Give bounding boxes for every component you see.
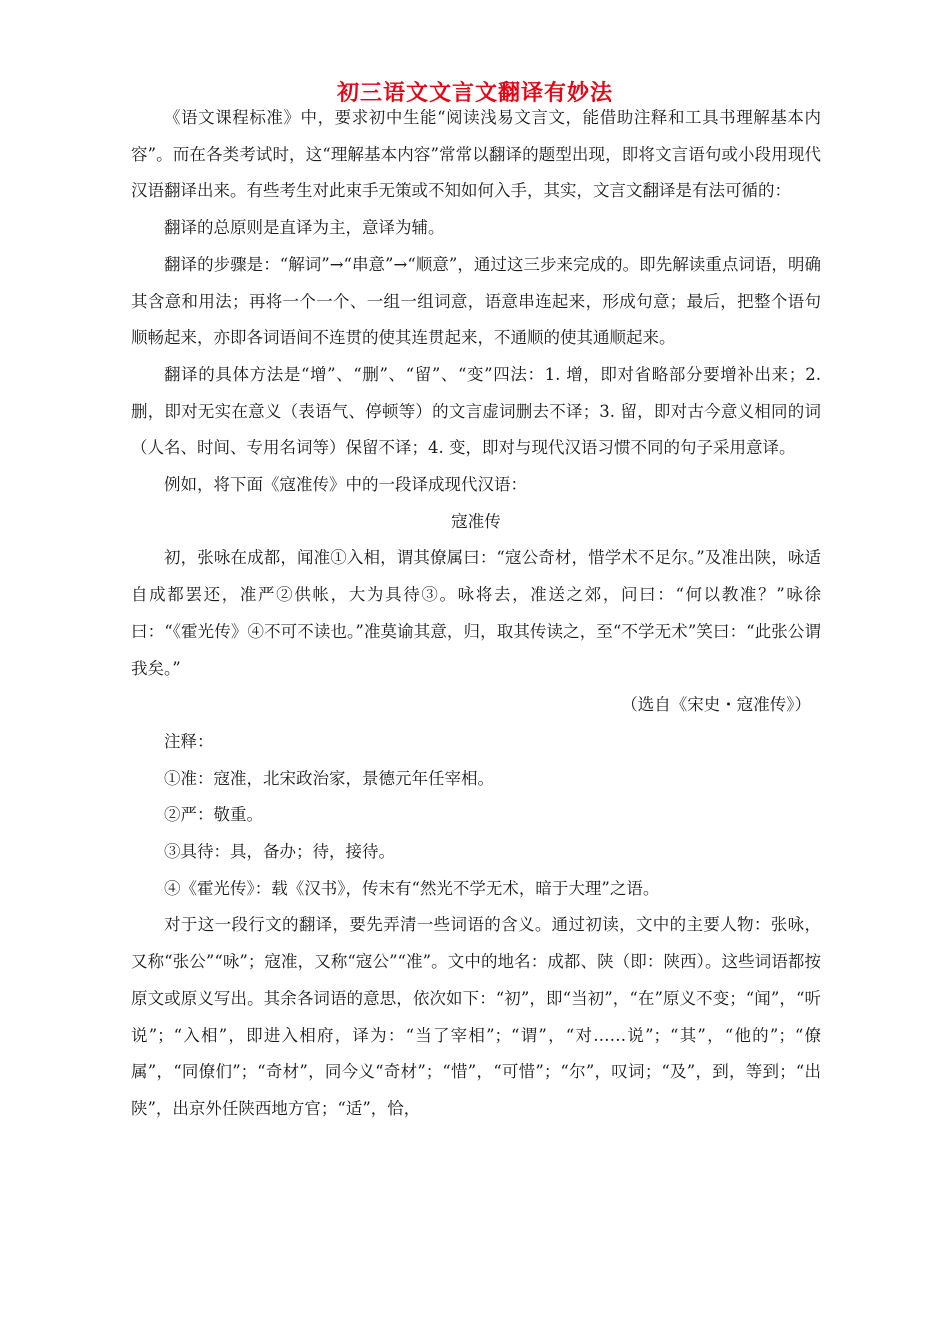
paragraph-steps: 翻译的步骤是：“解词”→“串意”→“顺意”，通过这三步来完成的。即先解读重点词语，明确其含意和用法；再将一个一个、一组一组词意，语意串连起来，形成句意；最后，把整个语句顺畅起来，亦即各词语间不连贯的使其连贯起来，不通顺的使其通顺起来。 [131,254,821,348]
paragraph-methods: 翻译的具体方法是“增”、“删”、“留”、“变”四法：1. 增，即对省略部分要增补出来；2. 删，即对无实在意义（表语气、停顿等）的文言虚词删去不译；3. 留，即对古今意义相同的词（人名、时间、专用名词等）保留不译；4. 变，即对与现代汉语习惯不同的句子采用意译。 [131,364,821,458]
document-title: 初三语文文言文翻译有妙法 [336,81,613,106]
excerpt-text: 初，张咏在成都，闻准①入相，谓其僚属曰：“寇公奇材，惜学术不足尔。”及准出陕，咏适自成都罢还，准严②供帐，大为具待③。咏将去，准送之郊，问曰：“何以教准？”咏徐曰：“《霍光传》④不可不读也。”准莫谕其意，归，取其传读之，至“不学无术”笑曰：“此张公谓我矣。” [131,548,821,678]
document-body [131,100,821,1128]
excerpt-source: （选自《宋史・寇准传》） [621,695,811,715]
paragraph-intro: 《语文课程标准》中，要求初中生能“阅读浅易文言文，能借助注释和工具书理解基本内容”。而在各类考试时，这“理解基本内容”常常以翻译的题型出现，即将文言语句或小段用现代汉语翻译出来。有些考生对此束手无策或不知如何入手，其实，文言文翻译是有法可循的： [131,108,821,201]
excerpt-title: 寇准传 [451,511,501,531]
note-item: ①准：寇准，北宋政治家，景德元年任宰相。 [164,768,494,788]
notes-label: 注释： [164,731,214,751]
note-item: ③具待：具，备办；待，接待。 [164,842,395,862]
paragraph-analysis: 对于这一段行文的翻译，要先弄清一些词语的含义。通过初读，文中的主要人物：张咏，又称“张公”“咏”；寇准，又称“寇公”“准”。文中的地名：成都、陕（即：陕西）。这些词语都按原文或原义写出。其余各词语的意思，依次如下：“初”，即“当初”，“在”原义不变；“闻”，“听说”；“入相”，即进入相府，译为：“当了宰相”；“谓”，“对……说”；“其”，“他的”；“僚属”，“同僚们”；“奇材”，同今义“奇材”；“惜”，“可惜”；“尔”，叹词；“及”，到，等到；“出陕”，出京外任陕西地方官；“适”，恰， [131,915,821,1118]
note-item: ②严：敬重。 [164,805,263,825]
paragraph-principle: 翻译的总原则是直译为主，意译为辅。 [164,218,445,238]
note-item: ④《霍光传》：载《汉书》，传末有“然光不学无术，暗于大理”之语。 [164,878,660,898]
paragraph-example-intro: 例如，将下面《寇准传》中的一段译成现代汉语： [164,475,527,495]
